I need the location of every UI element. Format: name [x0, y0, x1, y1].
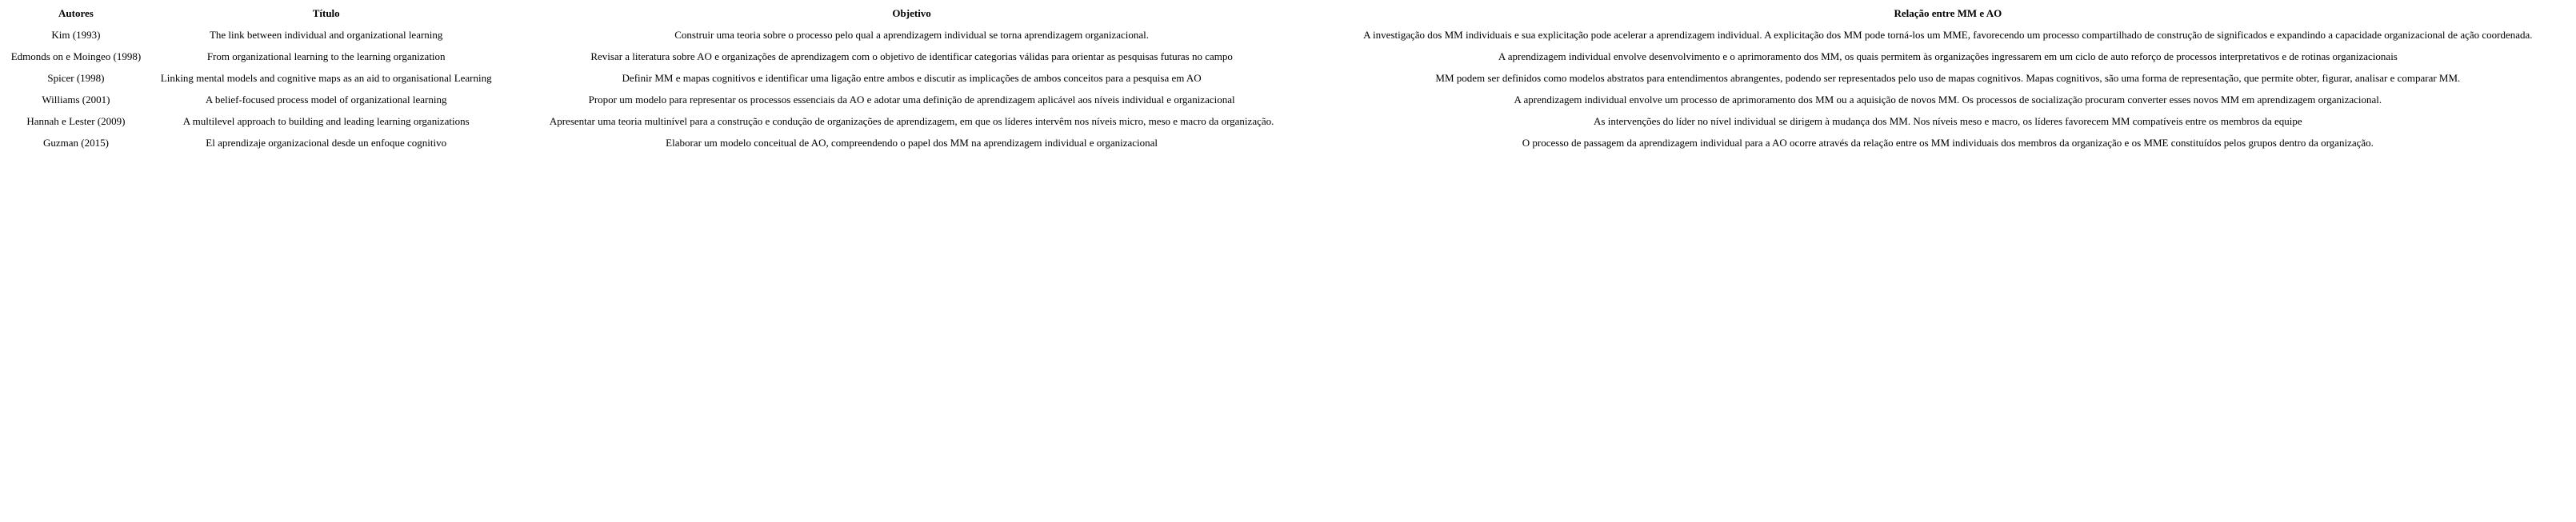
- cell-authors: Williams (2001): [42, 94, 110, 106]
- cell-title: The link between individual and organizational learning: [209, 29, 443, 41]
- literature-table: [3, 6, 2576, 153]
- cell-title: A belief-focused process model of organizational learning: [205, 94, 447, 106]
- header-relation: Relação entre MM e AO: [1894, 7, 2002, 19]
- table-row: [3, 132, 2576, 153]
- table-row: [3, 89, 2576, 110]
- cell-title: A multilevel approach to building and leading learning organizations: [182, 115, 470, 127]
- cell-title: From organizational learning to the learning organization: [206, 50, 446, 62]
- cell-relation: A aprendizagem individual envolve um processo de aprimoramento dos MM ou a aquisição de novos MM. Os processos de socialização procuram converter esses novos MM em aprendizagem organizacional.: [1514, 94, 2382, 106]
- cell-objective: Elaborar um modelo conceitual de AO, compreendendo o papel dos MM na aprendizagem individual e organizacional: [666, 137, 1158, 149]
- table-row: [3, 46, 2576, 67]
- cell-title: El aprendizaje organizacional desde un enfoque cognitivo: [206, 137, 447, 149]
- cell-authors: Edmonds on e Moingeo (1998): [10, 50, 142, 62]
- cell-relation: As intervenções do líder no nível individual se dirigem à mudança dos MM. Nos níveis meso e macro, os líderes favorecem MM compatíveis entre os membros da equipe: [1594, 115, 2302, 127]
- header-title: Título: [312, 7, 340, 19]
- cell-objective: Apresentar uma teoria multinível para a construção e condução de organizações de aprendizagem, em que os líderes intervêm nos níveis micro, meso e macro da organização.: [549, 115, 1274, 127]
- cell-authors: Guzman (2015): [42, 137, 109, 149]
- cell-authors: Hannah e Lester (2009): [26, 115, 126, 127]
- cell-objective: Revisar a literatura sobre AO e organizações de aprendizagem com o objetivo de identificar categorias válidas para orientar as pesquisas futuras no campo: [590, 50, 1233, 62]
- cell-relation: A aprendizagem individual envolve desenvolvimento e o aprimoramento dos MM, os quais permitem às organizações ingressarem em um ciclo de auto reforço de processos interpretativos e de rotinas organizacionais: [1498, 50, 2398, 62]
- header-objective: Objetivo: [892, 7, 931, 19]
- cell-relation: MM podem ser definidos como modelos abstratos para entendimentos abrangentes, podendo ser representados pelo uso de mapas cognitivos. Mapas cognitivos, são uma forma de representação, que permite obter, figurar, analisar e comparar MM.: [1435, 72, 2461, 84]
- cell-objective: Construir uma teoria sobre o processo pelo qual a aprendizagem individual se torna aprendizagem organizacional.: [674, 29, 1150, 41]
- table-row: [3, 67, 2576, 89]
- cell-relation: A investigação dos MM individuais e sua explicitação pode acelerar a aprendizagem individual. A explicitação dos MM pode torná-los um MME, favorecendo um processo compartilhado de construção de significados e expandindo a capacidade organizacional de ação coordenada.: [1363, 29, 2533, 41]
- header-row: [3, 6, 2576, 24]
- cell-objective: Definir MM e mapas cognitivos e identificar uma ligação entre ambos e discutir as implicações de ambos conceitos para a pesquisa em AO: [622, 72, 1202, 84]
- cell-objective: Propor um modelo para representar os processos essenciais da AO e adotar uma definição de aprendizagem aplicável aos níveis individual e organizacional: [588, 94, 1235, 106]
- cell-authors: Spicer (1998): [47, 72, 105, 84]
- cell-title: Linking mental models and cognitive maps as an aid to organisational Learning: [160, 72, 492, 84]
- cell-relation: O processo de passagem da aprendizagem individual para a AO ocorre através da relação entre os MM individuais dos membros da organização e os MME constituídos pelos grupos dentro da organização.: [1522, 137, 2374, 149]
- cell-authors: Kim (1993): [51, 29, 101, 41]
- table-row: [3, 110, 2576, 132]
- header-authors: Autores: [58, 7, 94, 19]
- table-row: [3, 24, 2576, 46]
